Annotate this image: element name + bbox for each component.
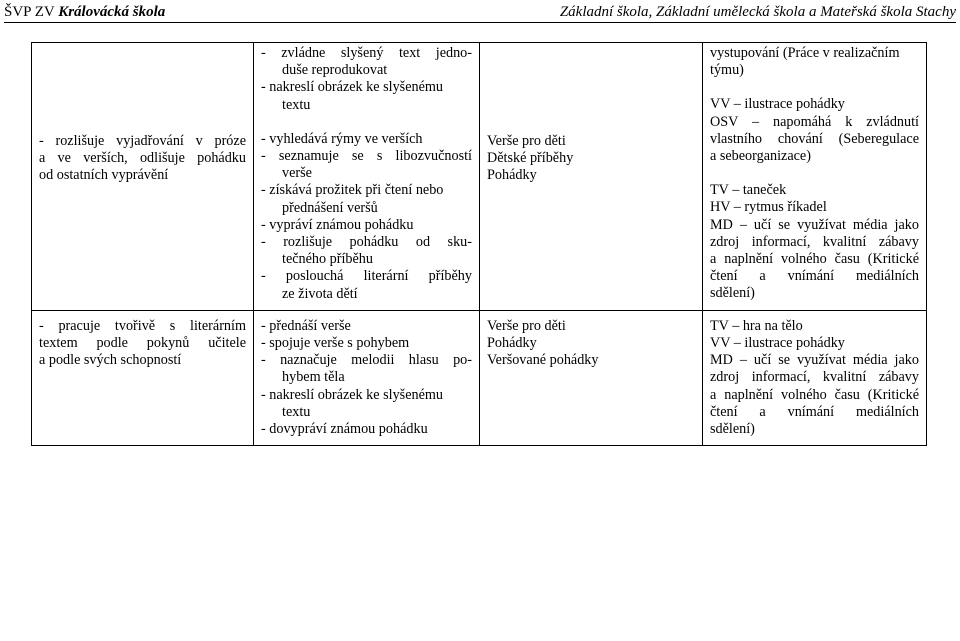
header-institution: Základní škola, Základní umělecká škola a Mateřská škola Stachy [559, 4, 956, 20]
text-line: vystupování (Práce v realizačním [710, 45, 900, 61]
text-line: VV – ilustrace pohádky [710, 335, 845, 352]
text-line: čtení a vnímání mediálních [710, 403, 919, 420]
text-line: vlastního chování (Seberegulace [710, 130, 919, 147]
blank-line [261, 114, 472, 131]
cell-topics [480, 310, 703, 445]
blank-line [710, 165, 919, 182]
text-line: Verše pro děti [487, 317, 566, 334]
text-line: - vypráví známou pohádku [261, 216, 414, 233]
text-line: - získává prožitek při čtení nebo [261, 182, 444, 199]
header-prefix: ŠVP ZV [4, 4, 59, 20]
text-line: - vyhledává rýmy ve verších [261, 130, 423, 147]
blank-line [710, 79, 919, 96]
text-line: a ve verších, odlišuje pohádku [39, 150, 246, 167]
text-line: - dovypráví známou pohádku [261, 421, 428, 438]
cell-curriculum [254, 310, 480, 445]
page-header [4, 0, 956, 23]
text-line: Pohádky [487, 167, 537, 184]
table-row [32, 310, 927, 445]
text-line: Veršované pohádky [487, 352, 599, 369]
text-line: textem podle pokynů učitele [39, 335, 246, 352]
text-line: ze života dětí [282, 285, 358, 302]
text-line: přednášení veršů [282, 199, 378, 216]
table-row [32, 43, 927, 311]
text-line: a sebeorganizace) [710, 148, 811, 165]
text-line: TV – taneček [710, 182, 787, 199]
text-line: - rozlišuje vyjadřování v próze [39, 133, 246, 149]
text-line: a naplnění volného času (Kritické [710, 386, 919, 403]
text-line: - zvládne slyšený text jedno- [261, 45, 472, 61]
cell-outputs [32, 310, 254, 445]
text-line: - naznačuje melodii hlasu po- [261, 352, 472, 369]
text-line: - přednáší verše [261, 317, 351, 334]
text-line: tečného příběhu [282, 251, 373, 268]
text-line: - pracuje tvořivě s literárním [39, 317, 246, 334]
text-line: - spojuje verše s pohybem [261, 335, 410, 352]
text-line: - rozlišuje pohádku od sku- [261, 234, 472, 251]
text-line: Pohádky [487, 335, 537, 352]
text-line: MD – učí se využívat média jako [710, 216, 919, 233]
header-school: Královácká škola [58, 4, 166, 20]
text-line: - nakreslí obrázek ke slyšenému [261, 386, 444, 403]
header-school-name [4, 2, 165, 22]
cell-curriculum [254, 43, 480, 311]
text-line: sdělení) [710, 285, 755, 302]
cell-outputs [32, 43, 254, 311]
text-line: od ostatních vyprávění [39, 167, 169, 184]
text-line: duše reprodukovat [282, 62, 388, 79]
text-line: a podle svých schopností [39, 352, 182, 369]
text-line: - nakreslí obrázek ke slyšenému [261, 79, 444, 96]
text-line: textu [282, 96, 311, 113]
text-line: MD – učí se využívat média jako [710, 352, 919, 369]
text-line: verše [282, 165, 312, 182]
text-line: zdroj informací, kvalitní zábavy [710, 233, 919, 250]
text-line: OSV – napomáhá k zvládnutí [710, 113, 919, 130]
text-line: - seznamuje se s libozvučností [261, 148, 472, 165]
text-line: Verše pro děti [487, 133, 566, 149]
text-line: HV – rytmus říkadel [710, 199, 827, 216]
cell-topics [480, 43, 703, 311]
text-line: hybem těla [282, 369, 345, 386]
cell-cross-curricular [703, 310, 927, 445]
curriculum-table [31, 42, 927, 446]
text-line: - poslouchá literární příběhy [261, 268, 472, 285]
text-line: Dětské příběhy [487, 150, 574, 167]
text-line: čtení a vnímání mediálních [710, 268, 919, 285]
text-line: textu [282, 403, 311, 420]
cell-cross-curricular [703, 43, 927, 311]
text-line: sdělení) [710, 421, 755, 438]
text-line: TV – hra na tělo [710, 317, 803, 334]
text-line: zdroj informací, kvalitní zábavy [710, 369, 919, 386]
text-line: VV – ilustrace pohádky [710, 96, 845, 113]
text-line: týmu) [710, 62, 744, 79]
text-line: a naplnění volného času (Kritické [710, 251, 919, 268]
